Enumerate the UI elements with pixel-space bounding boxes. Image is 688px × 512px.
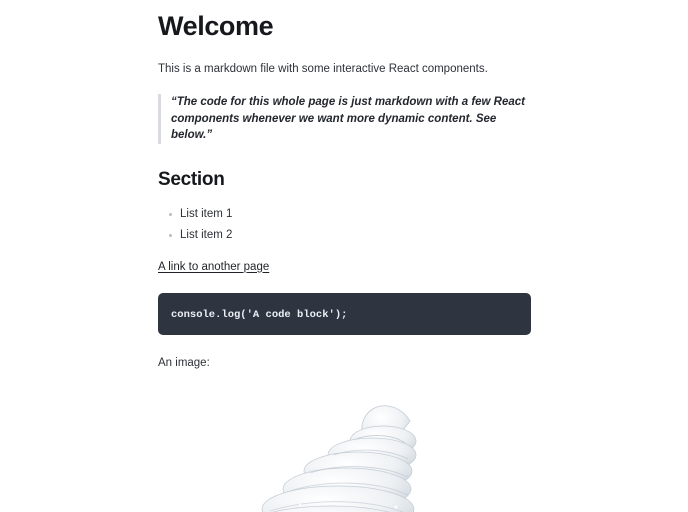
- markdown-content: [158, 0, 531, 512]
- cat-with-cloud-hat-illustration: [158, 385, 531, 512]
- bullet-list: [158, 206, 531, 243]
- blockquote: “The code for this whole page is just markdown with a few React components whenever we want more dynamic content. See below.”: [158, 94, 531, 144]
- list-item: List item 2: [180, 227, 531, 243]
- intro-paragraph: This is a markdown file with some interactive React components.: [158, 63, 488, 75]
- code-block-text: console.log('A code block');: [171, 308, 348, 321]
- page-title: Welcome: [158, 11, 274, 41]
- section-heading: Section: [158, 168, 225, 190]
- list-item: List item 1: [180, 206, 531, 222]
- another-page-link[interactable]: A link to another page: [158, 260, 270, 273]
- code-block: [158, 293, 531, 335]
- image-caption: An image:: [158, 356, 210, 369]
